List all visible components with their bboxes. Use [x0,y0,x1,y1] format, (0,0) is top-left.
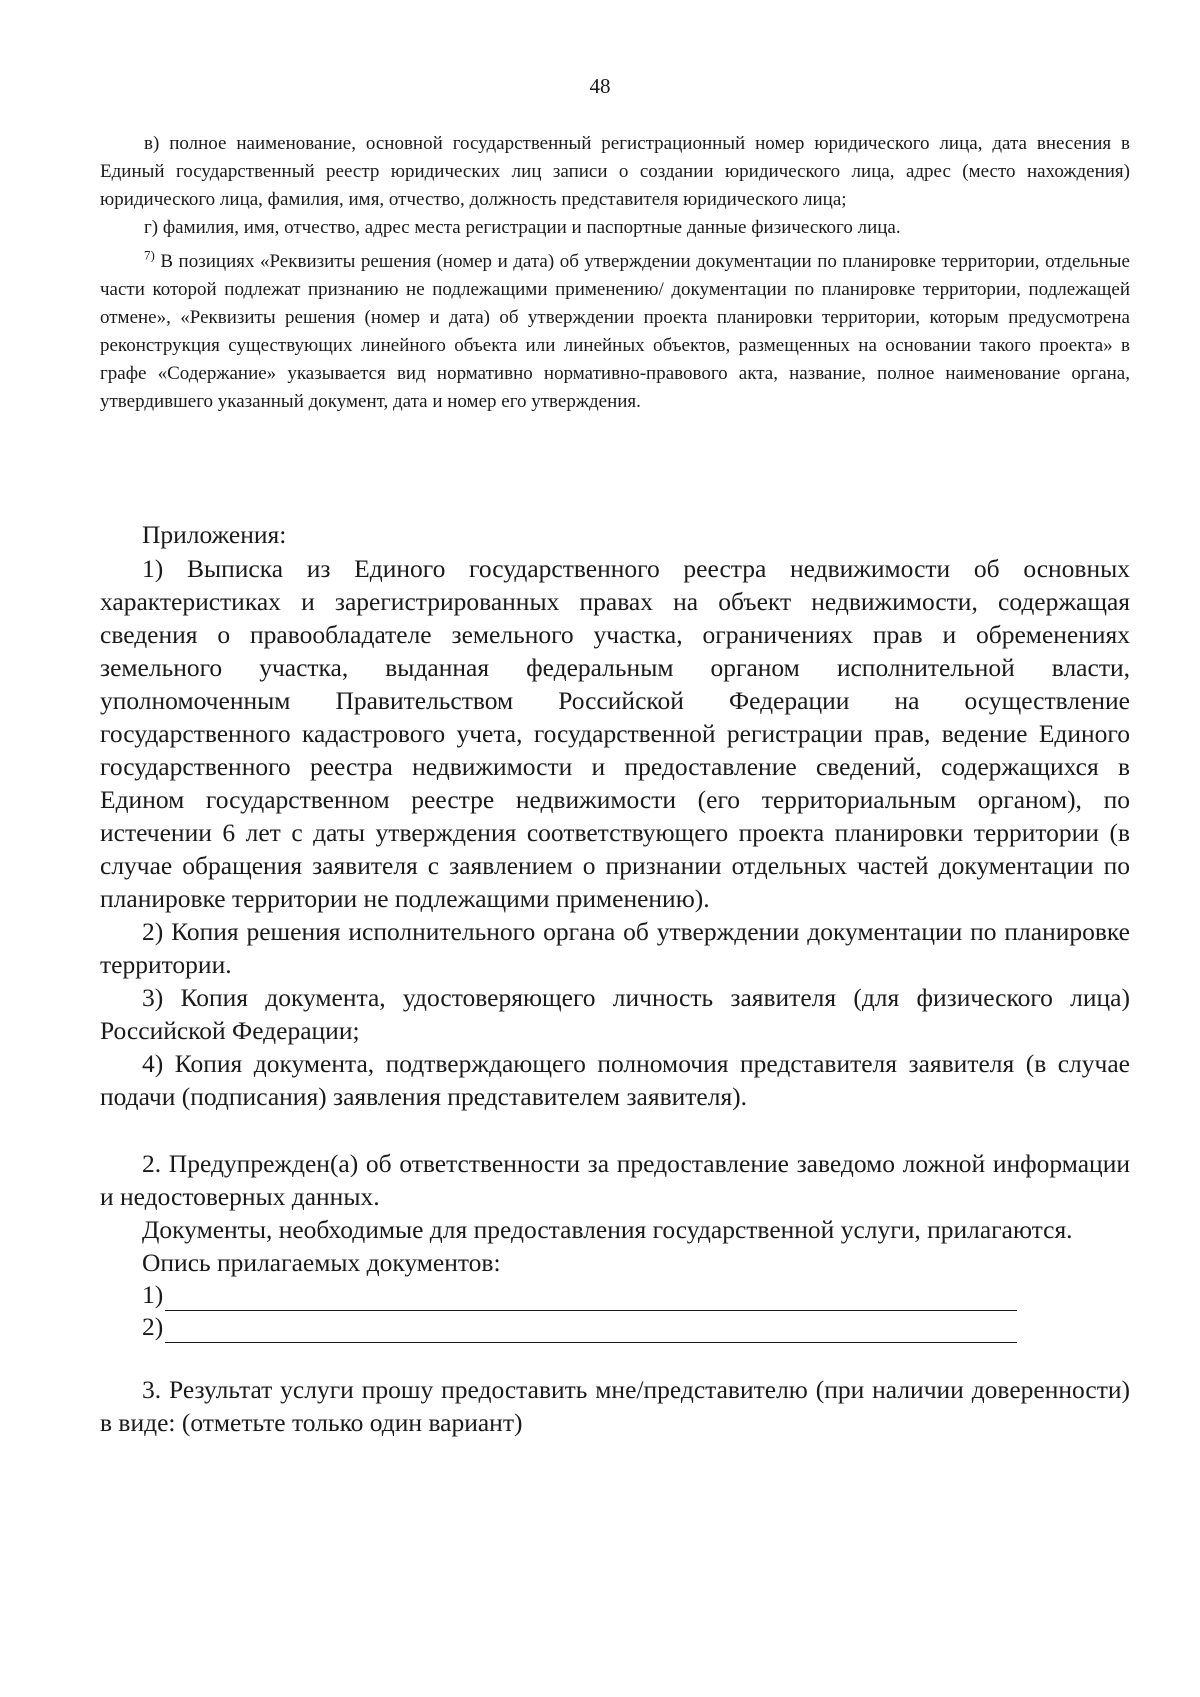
attachments-heading: Приложения: [142,520,287,549]
inventory-line-number: 2) [142,1312,164,1341]
item-v-paragraph: в) полное наименование, основной государственный регистрационный номер юридического лица, дата внесения в Единый государственный реестр юридических лиц записи о создании юридического лица, адрес (место нахождения) юридического лица, фамилия, имя, отчество, должность представителя юридического лица; [100,133,1130,210]
page-number: 48 [589,74,611,98]
attachment-item-4: 4) Копия документа, подтверждающего полномочия представителя заявителя (в случае подачи (подписания) заявления представителем заявителя). [100,1049,1130,1111]
attachment-item-3: 3) Копия документа, удостоверяющего личность заявителя (для физического лица) Российской Федерации; [100,983,1130,1045]
inventory-line-2 [142,1311,1130,1343]
footnote-paragraph [100,248,1130,416]
main-body [100,518,1130,1439]
footnote-text: В позициях «Реквизиты решения (номер и дата) об утверждении документации по планировке территории, отдельные части которой подлежат признанию не подлежащими применению/ документации по планировке территории, подлежащей отмене», «Реквизиты решения (номер и дата) об утверждении проекта планировки территории, которым предусмотрена реконструкция существующих линейного объекта или линейных объектов, размещенных на основании такого проекта» в графе «Содержание» указывается вид нормативно нормативно-правового акта, название, полное наименование органа, утвердившего указанный документ, дата и номер его утверждения. [100,251,1130,412]
documents-note: Документы, необходимые для предоставления государственной услуги, прилагаются. [142,1215,1073,1244]
footnote-mark: 7) [144,247,155,263]
fine-print-block [100,130,1130,416]
attachment-item-2: 2) Копия решения исполнительного органа об утверждении документации по планировке территории. [100,917,1130,979]
attachment-item-1: 1) Выписка из Единого государственного реестра недвижимости об основных характеристиках и зарегистрированных правах на объект недвижимости, содержащая сведения о правообладателе земельного участка, ограничениях прав и обременениях земельного участка, выданная федеральным органом исполнительной власти, уполномоченным Правительством Российской Федерации на осуществление государственного кадастрового учета, государственной регистрации прав, ведение Единого государственного реестра недвижимости и предоставление сведений, содержащихся в Едином государственном реестре недвижимости (его территориальным органом), по истечении 6 лет с даты утверждения соответствующего проекта планировки территории (в случае обращения заявителя с заявлением о признании отдельных частей документации по планировке территории не подлежащими применению). [100,554,1130,913]
inventory-heading: Опись прилагаемых документов: [142,1248,501,1277]
inventory-line-number: 1) [142,1280,164,1309]
liability-warning: 2. Предупрежден(а) об ответственности за предоставление заведомо ложной информации и недостоверных данных. [100,1149,1130,1211]
blank-fill-line[interactable] [165,1284,1017,1311]
result-request-paragraph: 3. Результат услуги прошу предоставить мне/представителю (при наличии доверенности) в виде: (отметьте только один вариант) [100,1375,1130,1437]
item-g-paragraph: г) фамилия, имя, отчество, адрес места регистрации и паспортные данные физического лица. [144,217,901,238]
blank-fill-line[interactable] [165,1316,1017,1343]
inventory-line-1 [142,1279,1130,1311]
